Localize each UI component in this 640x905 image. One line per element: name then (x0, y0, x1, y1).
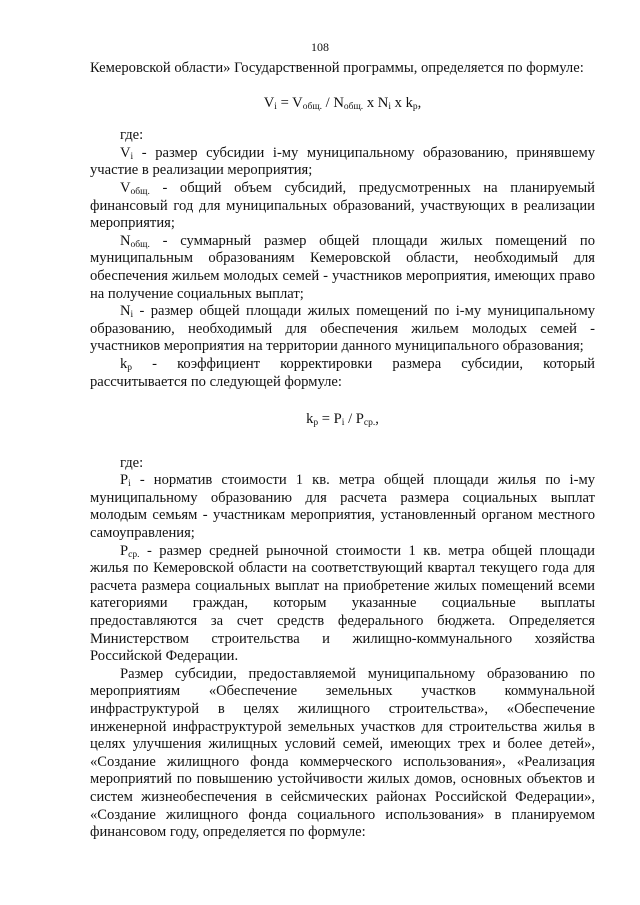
where-label-2: где: (120, 454, 144, 471)
definition-ni: $N_i$ - размер общей площади жилых помещений по i-му муниципальному образованию, необходимый для обеспечения жильем молодых семей - участников мероприятия на территории данного муниципального образования; (90, 303, 595, 355)
definition-vi: $V_i$ - размер субсидии i-му муниципальному образованию, принявшему участие в реализации мероприятия; (90, 144, 595, 179)
final-paragraph: Размер субсидии, предоставляемой муниципальному образованию по мероприятиям «Обеспечение земельных участков коммунальной инфраструктурой в целях жилищного строительства», «Обеспечение инженерной инфраструктурой земельных участков для строительства жилья в целях улучшения жилищных условий семей, имеющих трех и более детей», «Создание жилищного фонда коммерческого использования», «Реализация мероприятий по повышению устойчивости жилых домов, основных объектов и систем жизнеобеспечения в сейсмических районах Российской Федерации», «Создание жилищного фонда социального использования» в планируемом финансовом году, определяется по формуле: (90, 665, 595, 841)
page-content (90, 60, 595, 842)
formula-subsidy: $V_i = V_{общ.} / N_{общ.}$ x $N_i$ x $k_p$, (263, 94, 422, 112)
formula-coefficient: $k_р = P_i / P_{ср.}$, (306, 411, 379, 429)
definition-nobsh: $N_{общ.}$ - суммарный размер общей площади жилых помещений по муниципальным образованиям Кемеровской области, необходимый для обеспечения жильем молодых семей - участников мероприятия, имеющих право на получение социальных выплат; (90, 232, 595, 302)
definition-pi: $P_i$ - норматив стоимости 1 кв. метра общей площади жилья по i-му муниципальному образованию для расчета размера социальных выплат молодым семьям - участникам мероприятия, установленный органом местного самоуправления; (90, 472, 595, 542)
definition-psr: $P_{ср.}$ - размер средней рыночной стоимости 1 кв. метра общей площади жилья по Кемеровской области на соответствующий квартал текущего года для расчета размера социальных выплат на приобретение жилых помещений всеми категориями граждан, которым указанные социальные выплаты предоставляются за счет средств федерального бюджета. Определяется Министерством строительства и жилищно-коммунального хозяйства Российской Федерации. (90, 542, 595, 665)
intro-paragraph: Кемеровской области» Государственной программы, определяется по формуле: (90, 60, 584, 76)
definition-vobsh: $V_{общ.}$ - общий объем субсидий, предусмотренных на планируемый финансовый год для муниципальных образований, участвующих в реализации мероприятия; (90, 179, 595, 232)
where-label: где: (120, 127, 144, 144)
definition-kp: $k_р$ - коэффициент корректировки размера субсидии, который рассчитывается по следующей формуле: (90, 355, 595, 390)
page-number: 108 (311, 40, 329, 54)
